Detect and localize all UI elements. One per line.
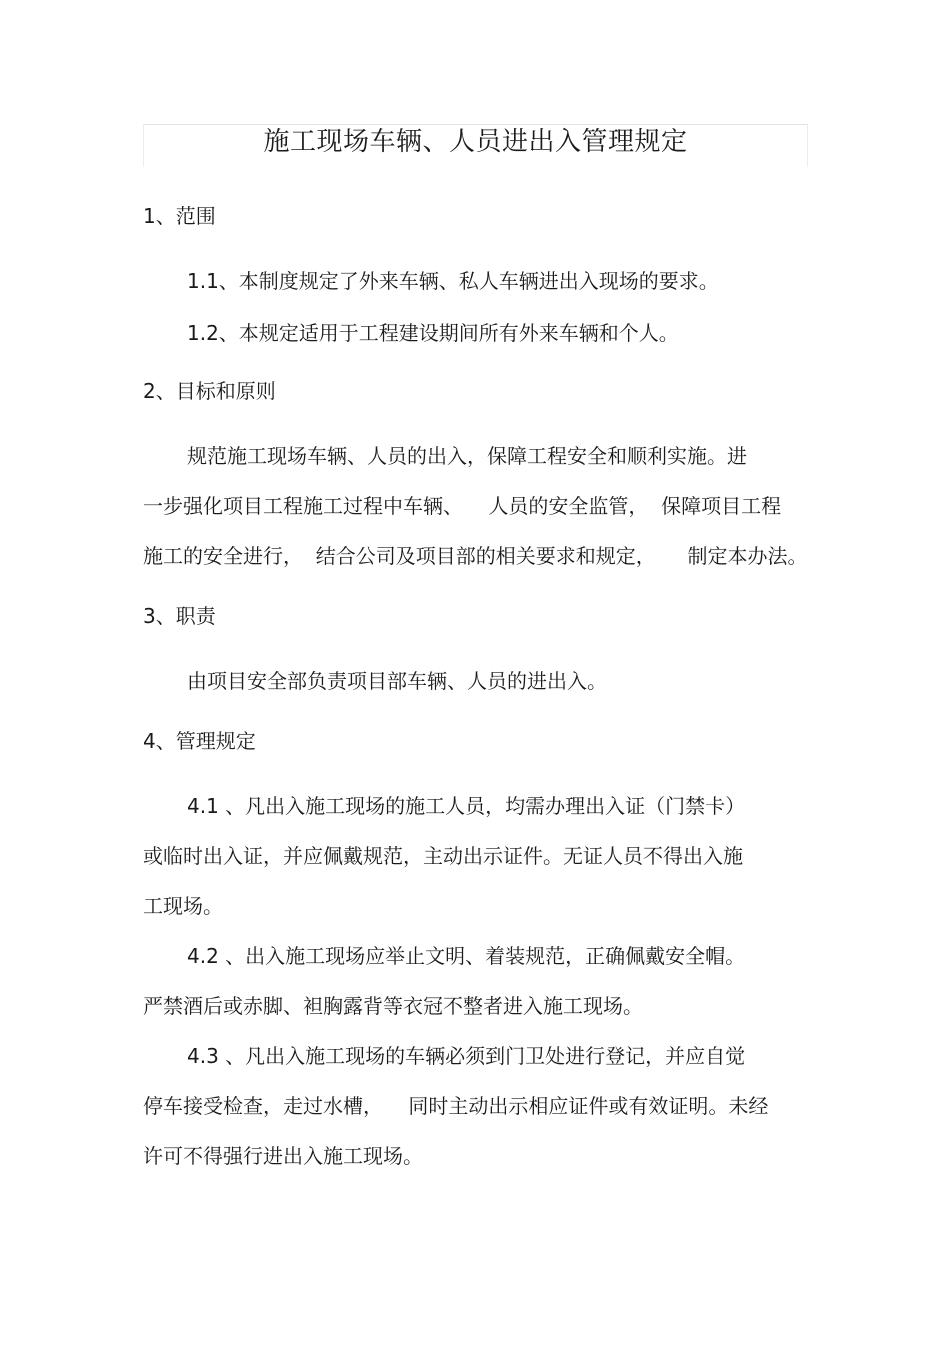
paragraph-line: 4.2 、出入施工现场应举止文明、着装规范，正确佩戴安全帽。 <box>187 944 746 968</box>
page-title: 施工现场车辆、人员进出入管理规定 <box>263 127 688 157</box>
paragraph-line: 4.3 、凡出入施工现场的车辆必须到门卫处进行登记，并应自觉 <box>187 1044 746 1068</box>
paragraph-line: 严禁酒后或赤脚、袒胸露背等衣冠不整者进入施工现场。 <box>143 994 643 1018</box>
paragraph-line: 由项目安全部负责项目部车辆、人员的进出入。 <box>187 669 607 693</box>
paragraph-line: 一步强化项目工程施工过程中车辆、 人员的安全监管， 保障项目工程 <box>143 494 782 518</box>
section-heading-goals: 2、目标和原则 <box>143 379 276 403</box>
paragraph-line: 停车接受检查，走过水槽， 同时主动出示相应证件或有效证明。未经 <box>143 1094 769 1118</box>
paragraph-line: 工现场。 <box>143 894 223 918</box>
section-heading-duties: 3、职责 <box>143 604 216 628</box>
paragraph-line: 1.2、本规定适用于工程建设期间所有外来车辆和个人。 <box>187 321 679 345</box>
title-frame <box>143 124 808 167</box>
section-heading-regulations: 4、管理规定 <box>143 729 256 753</box>
section-heading-scope: 1、范围 <box>143 204 216 228</box>
paragraph-line: 1.1、本制度规定了外来车辆、私人车辆进出入现场的要求。 <box>187 269 719 293</box>
paragraph-line: 4.1 、凡出入施工现场的施工人员，均需办理出入证（门禁卡） <box>187 794 746 818</box>
paragraph-line: 许可不得强行进出入施工现场。 <box>143 1144 423 1168</box>
paragraph-line: 施工的安全进行， 结合公司及项目部的相关要求和规定， 制定本办法。 <box>143 544 808 568</box>
paragraph-line: 规范施工现场车辆、人员的出入，保障工程安全和顺利实施。进 <box>187 444 747 468</box>
paragraph-line: 或临时出入证，并应佩戴规范，主动出示证件。无证人员不得出入施 <box>143 844 743 868</box>
